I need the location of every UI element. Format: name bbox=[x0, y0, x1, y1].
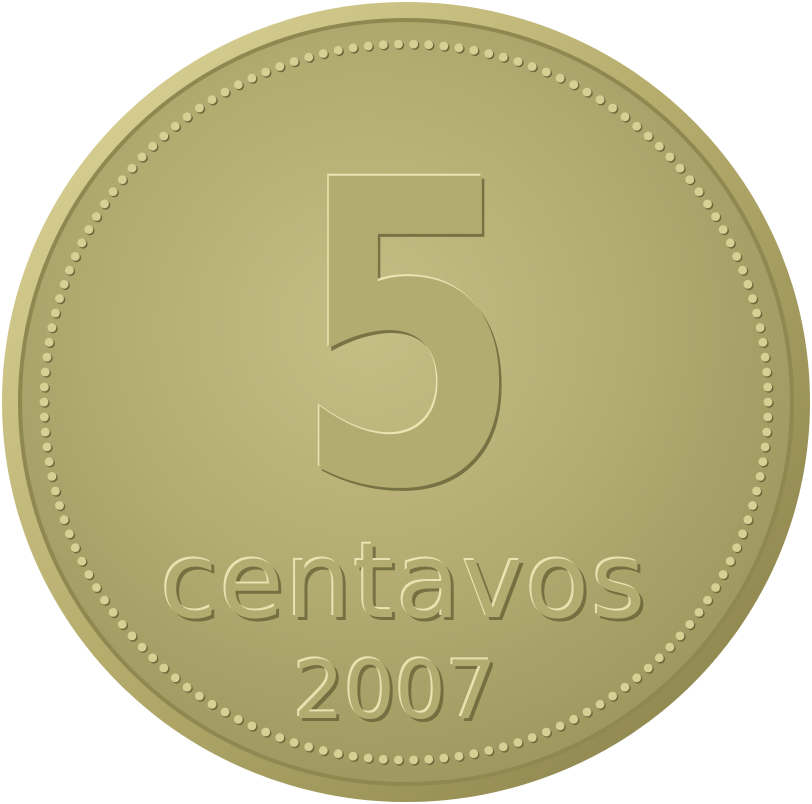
bead bbox=[528, 733, 537, 742]
bead bbox=[234, 80, 243, 89]
bead bbox=[118, 620, 127, 629]
bead bbox=[762, 428, 771, 437]
bead bbox=[208, 700, 217, 709]
bead bbox=[109, 187, 118, 196]
bead bbox=[499, 53, 508, 62]
bead bbox=[752, 309, 761, 318]
bead bbox=[726, 557, 735, 566]
bead bbox=[761, 443, 770, 452]
bead bbox=[45, 338, 54, 347]
bead bbox=[304, 53, 313, 62]
bead bbox=[183, 112, 192, 121]
bead bbox=[748, 501, 757, 510]
bead bbox=[290, 57, 299, 66]
bead bbox=[424, 755, 433, 764]
bead bbox=[409, 40, 418, 49]
bead bbox=[319, 746, 328, 755]
bead bbox=[676, 632, 685, 641]
bead bbox=[65, 529, 74, 538]
bead bbox=[128, 164, 137, 173]
bead bbox=[424, 40, 433, 49]
bead bbox=[666, 643, 675, 652]
bead bbox=[542, 728, 551, 737]
bead bbox=[484, 49, 493, 58]
bead bbox=[695, 187, 704, 196]
bead bbox=[762, 368, 771, 377]
bead bbox=[128, 632, 137, 641]
bead bbox=[455, 43, 464, 52]
bead bbox=[92, 212, 101, 221]
bead bbox=[711, 212, 720, 221]
bead bbox=[40, 383, 49, 392]
bead bbox=[394, 756, 403, 765]
bead bbox=[221, 708, 230, 717]
bead bbox=[632, 122, 641, 131]
bead bbox=[583, 708, 592, 717]
bead bbox=[84, 570, 93, 579]
bead bbox=[752, 487, 761, 496]
bead bbox=[596, 95, 605, 104]
bead bbox=[756, 323, 765, 332]
bead bbox=[183, 683, 192, 692]
bead bbox=[43, 443, 52, 452]
bead bbox=[528, 62, 537, 71]
bead bbox=[719, 225, 728, 234]
bead bbox=[349, 43, 358, 52]
bead bbox=[84, 225, 93, 234]
bead bbox=[542, 68, 551, 77]
bead bbox=[764, 398, 773, 407]
bead bbox=[759, 457, 768, 466]
bead bbox=[77, 557, 86, 566]
bead bbox=[732, 543, 741, 552]
bead bbox=[596, 700, 605, 709]
bead bbox=[514, 738, 523, 747]
bead bbox=[676, 164, 685, 173]
bead bbox=[763, 413, 772, 422]
bead bbox=[261, 728, 270, 737]
bead bbox=[439, 754, 448, 763]
bead bbox=[695, 608, 704, 617]
bead bbox=[55, 294, 64, 303]
bead bbox=[744, 515, 753, 524]
bead bbox=[208, 95, 217, 104]
bead bbox=[711, 583, 720, 592]
bead bbox=[655, 653, 664, 662]
bead bbox=[621, 683, 630, 692]
bead bbox=[349, 752, 358, 761]
bead bbox=[763, 383, 772, 392]
bead bbox=[234, 715, 243, 724]
bead bbox=[77, 238, 86, 247]
bead bbox=[100, 200, 109, 209]
bead bbox=[655, 142, 664, 151]
bead bbox=[621, 112, 630, 121]
bead bbox=[275, 733, 284, 742]
bead bbox=[703, 200, 712, 209]
bead bbox=[644, 132, 653, 141]
bead bbox=[51, 309, 60, 318]
bead bbox=[726, 238, 735, 247]
bead bbox=[290, 738, 299, 747]
bead bbox=[583, 88, 592, 97]
bead bbox=[644, 664, 653, 673]
bead bbox=[685, 620, 694, 629]
bead bbox=[171, 673, 180, 682]
bead bbox=[304, 742, 313, 751]
bead bbox=[48, 323, 57, 332]
bead bbox=[159, 664, 168, 673]
bead bbox=[195, 104, 204, 113]
bead bbox=[71, 252, 80, 261]
bead bbox=[248, 74, 257, 83]
bead bbox=[394, 40, 403, 49]
bead bbox=[719, 570, 728, 579]
bead bbox=[148, 142, 157, 151]
bead bbox=[221, 88, 230, 97]
bead bbox=[195, 692, 204, 701]
bead bbox=[319, 49, 328, 58]
bead bbox=[43, 353, 52, 362]
bead bbox=[439, 42, 448, 51]
bead bbox=[92, 583, 101, 592]
bead bbox=[744, 280, 753, 289]
bead bbox=[364, 754, 373, 763]
bead bbox=[159, 132, 168, 141]
bead bbox=[248, 722, 257, 731]
bead bbox=[100, 596, 109, 605]
bead bbox=[65, 266, 74, 275]
bead bbox=[455, 752, 464, 761]
bead bbox=[759, 338, 768, 347]
bead bbox=[499, 742, 508, 751]
bead bbox=[118, 175, 127, 184]
bead bbox=[60, 515, 69, 524]
bead bbox=[138, 153, 147, 162]
bead bbox=[41, 428, 50, 437]
denomination-numeral: 5 bbox=[294, 91, 522, 582]
unit-label: centavos bbox=[160, 520, 648, 642]
year-label: 2007 bbox=[293, 644, 497, 737]
bead bbox=[109, 608, 118, 617]
bead bbox=[48, 472, 57, 481]
bead bbox=[45, 457, 54, 466]
bead bbox=[514, 57, 523, 66]
bead bbox=[41, 368, 50, 377]
bead bbox=[469, 46, 478, 55]
bead bbox=[275, 62, 284, 71]
bead bbox=[761, 353, 770, 362]
bead bbox=[632, 673, 641, 682]
bead bbox=[469, 749, 478, 758]
bead bbox=[138, 643, 147, 652]
bead bbox=[556, 722, 565, 731]
bead bbox=[569, 80, 578, 89]
bead bbox=[738, 529, 747, 538]
bead bbox=[666, 153, 675, 162]
bead bbox=[261, 68, 270, 77]
bead bbox=[171, 122, 180, 131]
bead bbox=[55, 501, 64, 510]
bead bbox=[379, 755, 388, 764]
bead bbox=[703, 596, 712, 605]
bead bbox=[756, 472, 765, 481]
bead bbox=[484, 746, 493, 755]
bead bbox=[685, 175, 694, 184]
bead bbox=[148, 653, 157, 662]
bead bbox=[40, 398, 49, 407]
bead bbox=[71, 543, 80, 552]
bead bbox=[409, 756, 418, 765]
bead bbox=[608, 104, 617, 113]
bead bbox=[556, 74, 565, 83]
bead bbox=[40, 413, 49, 422]
bead bbox=[51, 487, 60, 496]
bead bbox=[738, 266, 747, 275]
bead bbox=[569, 715, 578, 724]
bead bbox=[334, 749, 343, 758]
bead bbox=[748, 294, 757, 303]
bead bbox=[379, 40, 388, 49]
bead bbox=[334, 46, 343, 55]
bead bbox=[364, 42, 373, 51]
bead bbox=[60, 280, 69, 289]
bead bbox=[732, 252, 741, 261]
bead bbox=[608, 692, 617, 701]
